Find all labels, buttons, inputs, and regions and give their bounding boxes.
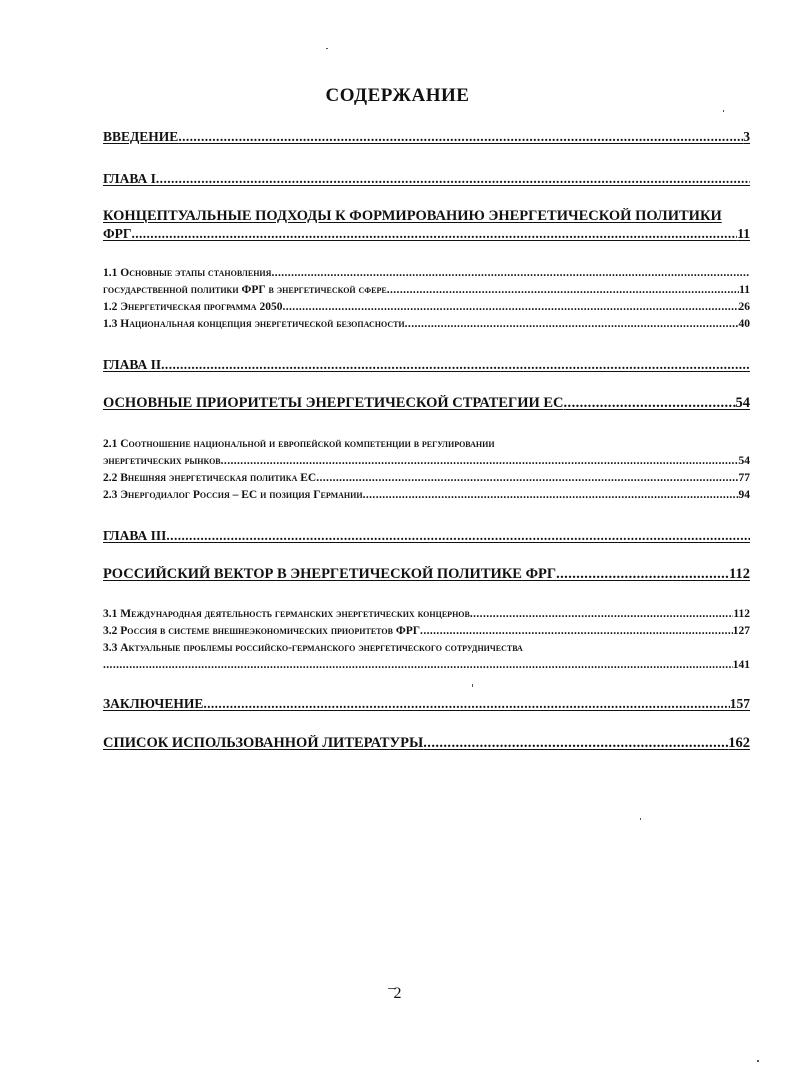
- toc-line: [103, 566, 750, 583]
- toc-entry-text: государственной политики ФРГ в энергетической сфере: [103, 284, 387, 296]
- toc-line: [103, 735, 750, 752]
- toc-page-number: 54: [738, 455, 750, 467]
- toc-line: [103, 487, 750, 504]
- toc-entry-text: 3.3 Актуальные проблемы российско-германского энергетического сотрудничества: [103, 642, 523, 654]
- dot-leader: [556, 566, 729, 583]
- toc-line: [103, 208, 750, 225]
- toc-line: [103, 527, 750, 544]
- toc-entry-chapter-2[interactable]: [103, 356, 750, 373]
- toc-entry-section-2-2[interactable]: [103, 470, 750, 487]
- toc-entry-chapter-1-title[interactable]: [103, 208, 750, 242]
- toc-entry-chapter-3-title[interactable]: [103, 566, 750, 583]
- toc-entry-text: 3.2 Россия в системе внешнеэкономических приоритетов ФРГ: [103, 625, 421, 637]
- toc-page-number: 127: [732, 625, 750, 637]
- toc-page-number: 40: [738, 318, 750, 330]
- toc-entry-section-3-1[interactable]: [103, 606, 750, 623]
- toc-line: [103, 436, 750, 453]
- dot-leader: [178, 128, 743, 145]
- toc-page-number: 94: [738, 489, 750, 501]
- toc-entry-text: ЗАКЛЮЧЕНИЕ: [103, 696, 204, 711]
- dot-leader: [271, 265, 750, 282]
- toc-entry-text: энергетических рынков: [103, 455, 221, 467]
- scan-speck: [757, 1060, 759, 1062]
- toc-line: [103, 356, 750, 373]
- toc-entry-text: 2.1 Соотношение национальной и европейской компетенции в регулировании: [103, 438, 495, 450]
- toc-entry-section-1-3[interactable]: [103, 316, 750, 333]
- page-title: СОДЕРЖАНИЕ: [325, 85, 470, 106]
- toc-page-number: 77: [738, 472, 750, 484]
- toc-entry-section-1-1[interactable]: [103, 265, 750, 299]
- toc-line: [103, 282, 750, 299]
- toc-entry-section-2-1[interactable]: [103, 436, 750, 470]
- toc-entry-text: ОСНОВНЫЕ ПРИОРИТЕТЫ ЭНЕРГЕТИЧЕСКОЙ СТРАТЕГИИ ЕС: [103, 395, 564, 411]
- toc-page-number: 11: [737, 226, 750, 241]
- toc-page-number: 157: [729, 696, 750, 711]
- dot-leader: [203, 695, 729, 712]
- toc-entry-text: КОНЦЕПТУАЛЬНЫЕ ПОДХОДЫ К ФОРМИРОВАНИЮ ЭНЕРГЕТИЧЕСКОЙ ПОЛИТИКИ: [103, 208, 722, 224]
- toc-line: [103, 657, 750, 674]
- toc-entry-section-2-3[interactable]: [103, 487, 750, 504]
- toc-entry-text: РОССИЙСКИЙ ВЕКТОР В ЭНЕРГЕТИЧЕСКОЙ ПОЛИТИКЕ ФРГ: [103, 566, 557, 582]
- scan-speck: [723, 110, 724, 112]
- toc-page-number: 11: [739, 284, 750, 296]
- toc-entry-conclusion[interactable]: [103, 695, 750, 712]
- dot-leader: [316, 470, 738, 487]
- toc-entry-text: ГЛАВА II: [103, 357, 162, 372]
- toc-entry-chapter-3[interactable]: [103, 527, 750, 544]
- toc-entry-chapter-2-title[interactable]: [103, 395, 750, 412]
- toc-page-number: 26: [738, 301, 750, 313]
- toc-entry-text: 3.1 Международная деятельность германских энергетических концернов: [103, 608, 470, 620]
- toc-entry-text: 1.2 Энергетическая программа 2050: [103, 301, 283, 313]
- toc-entry-bibliography[interactable]: [103, 735, 750, 752]
- toc-entry-section-3-3[interactable]: [103, 640, 750, 674]
- toc-line: [103, 640, 750, 657]
- dot-leader: [423, 735, 728, 752]
- toc-line: [103, 623, 750, 640]
- toc-line: [103, 265, 750, 282]
- dot-leader: [131, 225, 737, 242]
- toc-page-number: 112: [733, 608, 750, 620]
- toc-page-number: 141: [732, 659, 750, 671]
- dot-leader: [282, 299, 738, 316]
- dot-leader: [387, 282, 739, 299]
- toc-page-number: 54: [735, 395, 750, 411]
- page-number: 2: [393, 985, 402, 1002]
- toc-entry-text: 1.3 Национальная концепция энергетической безопасности: [103, 318, 405, 330]
- dot-leader: [156, 170, 750, 187]
- toc-line: [103, 316, 750, 333]
- toc-entry-text: СПИСОК ИСПОЛЬЗОВАННОЙ ЛИТЕРАТУРЫ: [103, 735, 424, 751]
- toc-page-number: 112: [729, 566, 750, 582]
- dot-leader: [405, 316, 739, 333]
- toc-line: [103, 170, 750, 187]
- scan-speck: [326, 48, 328, 49]
- toc-line: [103, 299, 750, 316]
- dot-leader: [161, 356, 750, 373]
- toc-entry-section-1-2[interactable]: [103, 299, 750, 316]
- toc-entry-text: ВВЕДЕНИЕ: [103, 129, 179, 144]
- dot-leader: [363, 487, 739, 504]
- toc-line: [103, 128, 750, 145]
- toc-line: [103, 453, 750, 470]
- scan-speck: [640, 818, 641, 820]
- scan-speck: [472, 684, 473, 687]
- dot-leader: [166, 527, 750, 544]
- dot-leader: [420, 623, 733, 640]
- dot-leader: [103, 657, 733, 674]
- toc-entry-text: 1.1 Основные этапы становления: [103, 267, 272, 279]
- toc-line: [103, 470, 750, 487]
- toc-entry-section-3-2[interactable]: [103, 623, 750, 640]
- toc-entry-text: 2.2 Внешняя энергетическая политика ЕС: [103, 472, 317, 484]
- toc-page-number: 3: [743, 129, 750, 144]
- toc-line: [103, 606, 750, 623]
- toc-entry-text: ГЛАВА I: [103, 171, 156, 186]
- toc-entry-text: ФРГ: [103, 226, 132, 241]
- toc-entry-chapter-1[interactable]: [103, 170, 750, 187]
- toc-line: [103, 695, 750, 712]
- toc-page-number: 162: [728, 735, 750, 751]
- dot-leader: [470, 606, 734, 623]
- dot-leader: [221, 453, 739, 470]
- toc-entry-text: ГЛАВА III: [103, 528, 167, 543]
- toc-entry-text: 2.3 Энергодиалог Россия – ЕС и позиция Германии: [103, 489, 363, 501]
- dot-leader: [564, 395, 736, 412]
- toc-line: [103, 395, 750, 412]
- toc-entry-introduction[interactable]: [103, 128, 750, 145]
- toc-line: [103, 225, 750, 242]
